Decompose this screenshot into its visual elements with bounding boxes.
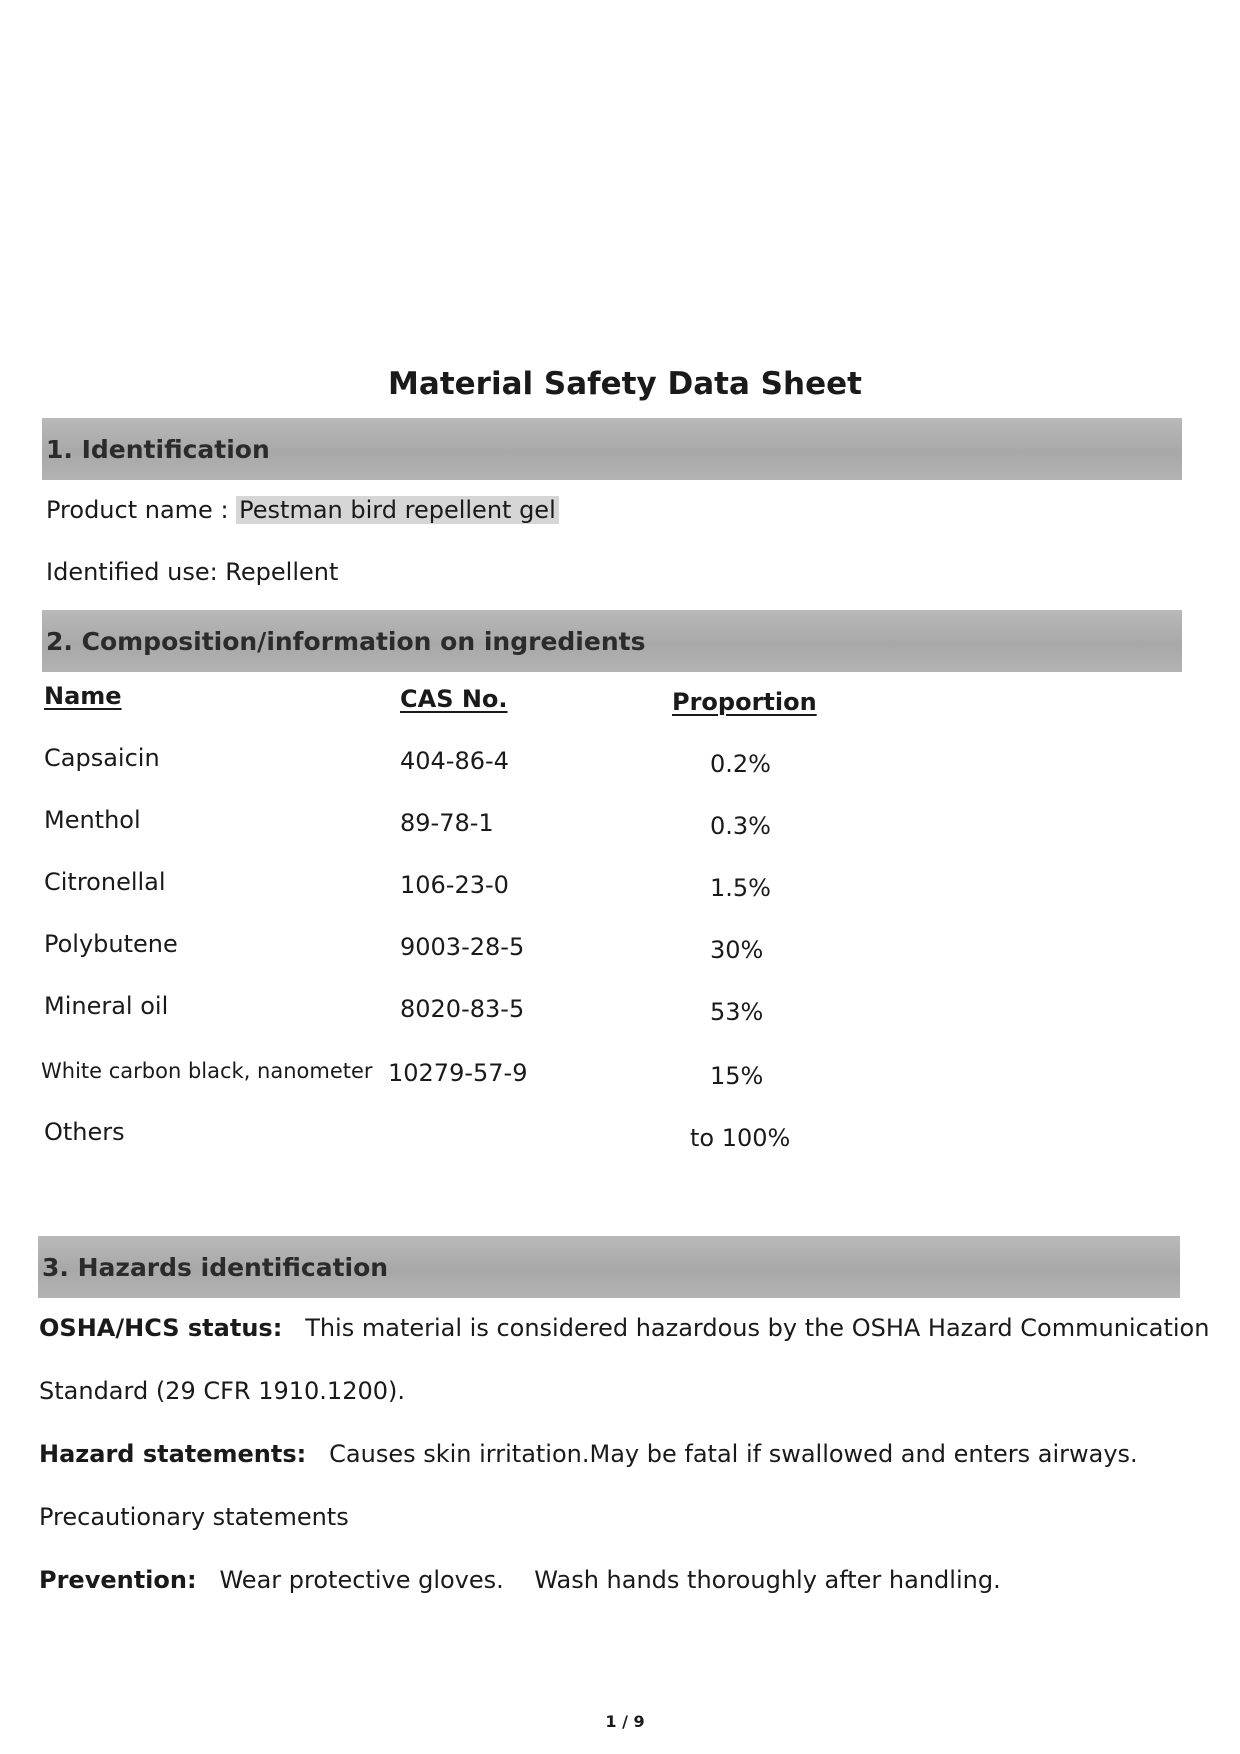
osha-status-line	[39, 1314, 1209, 1342]
ingredient-name: White carbon black, nanometer	[41, 1059, 373, 1083]
hazard-statements-text: Causes skin irritation.May be fatal if swallowed and enters airways.	[329, 1440, 1138, 1468]
ingredient-name: Mineral oil	[44, 992, 169, 1020]
ingredient-cas: 89-78-1	[400, 809, 494, 837]
ingredient-proportion: 0.2%	[710, 750, 771, 778]
osha-status-continuation: Standard (29 CFR 1910.1200).	[39, 1377, 405, 1405]
table-row	[0, 806, 1240, 846]
hazard-statements-label: Hazard statements:	[39, 1440, 307, 1468]
ingredient-cas: 8020-83-5	[400, 995, 525, 1023]
ingredient-name: Others	[44, 1118, 125, 1146]
section-heading-text: 3. Hazards identification	[42, 1252, 389, 1282]
ingredient-cas: 10279-57-9	[388, 1059, 528, 1087]
column-header-proportion: Proportion	[672, 688, 817, 716]
table-row	[0, 868, 1240, 908]
section-heading-hazards	[38, 1236, 1180, 1298]
ingredient-proportion: to 100%	[690, 1124, 791, 1152]
product-name-label: Product name :	[46, 496, 229, 524]
ingredient-proportion: 1.5%	[710, 874, 771, 902]
section-heading-identification	[42, 418, 1182, 480]
ingredient-name: Polybutene	[44, 930, 178, 958]
ingredient-cas: 9003-28-5	[400, 933, 525, 961]
section-heading-composition	[42, 610, 1182, 672]
page-number: 1 / 9	[605, 1712, 645, 1731]
ingredient-proportion: 15%	[710, 1062, 764, 1090]
osha-status-text: This material is considered hazardous by the OSHA Hazard Communication	[305, 1314, 1210, 1342]
column-header-name: Name	[44, 682, 122, 710]
ingredient-name: Capsaicin	[44, 744, 160, 772]
table-row	[0, 1118, 1240, 1158]
ingredient-cas: 106-23-0	[400, 871, 509, 899]
ingredient-proportion: 53%	[710, 998, 764, 1026]
ingredient-name: Menthol	[44, 806, 141, 834]
section-heading-text: 1. Identification	[46, 434, 270, 464]
document-title: Material Safety Data Sheet	[388, 366, 862, 402]
table-row	[0, 744, 1240, 784]
prevention-text-gloves: Wear protective gloves.	[219, 1566, 504, 1594]
prevention-label: Prevention:	[39, 1566, 197, 1594]
precautionary-statements-heading: Precautionary statements	[39, 1503, 349, 1531]
prevention-line	[39, 1566, 1001, 1594]
table-row	[0, 992, 1240, 1032]
prevention-text-wash: Wash hands thoroughly after handling.	[534, 1566, 1001, 1594]
table-row	[0, 1056, 1240, 1096]
table-row	[0, 930, 1240, 970]
ingredient-proportion: 30%	[710, 936, 764, 964]
identified-use-line: Identified use: Repellent	[46, 558, 339, 586]
ingredient-cas: 404-86-4	[400, 747, 509, 775]
product-name-value: Pestman bird repellent gel	[236, 496, 559, 524]
product-name-line	[46, 496, 559, 524]
section-heading-text: 2. Composition/information on ingredients	[46, 626, 646, 656]
ingredient-name: Citronellal	[44, 868, 166, 896]
osha-status-label: OSHA/HCS status:	[39, 1314, 283, 1342]
ingredient-proportion: 0.3%	[710, 812, 771, 840]
column-header-cas: CAS No.	[400, 685, 508, 713]
hazard-statements-line	[39, 1440, 1138, 1468]
